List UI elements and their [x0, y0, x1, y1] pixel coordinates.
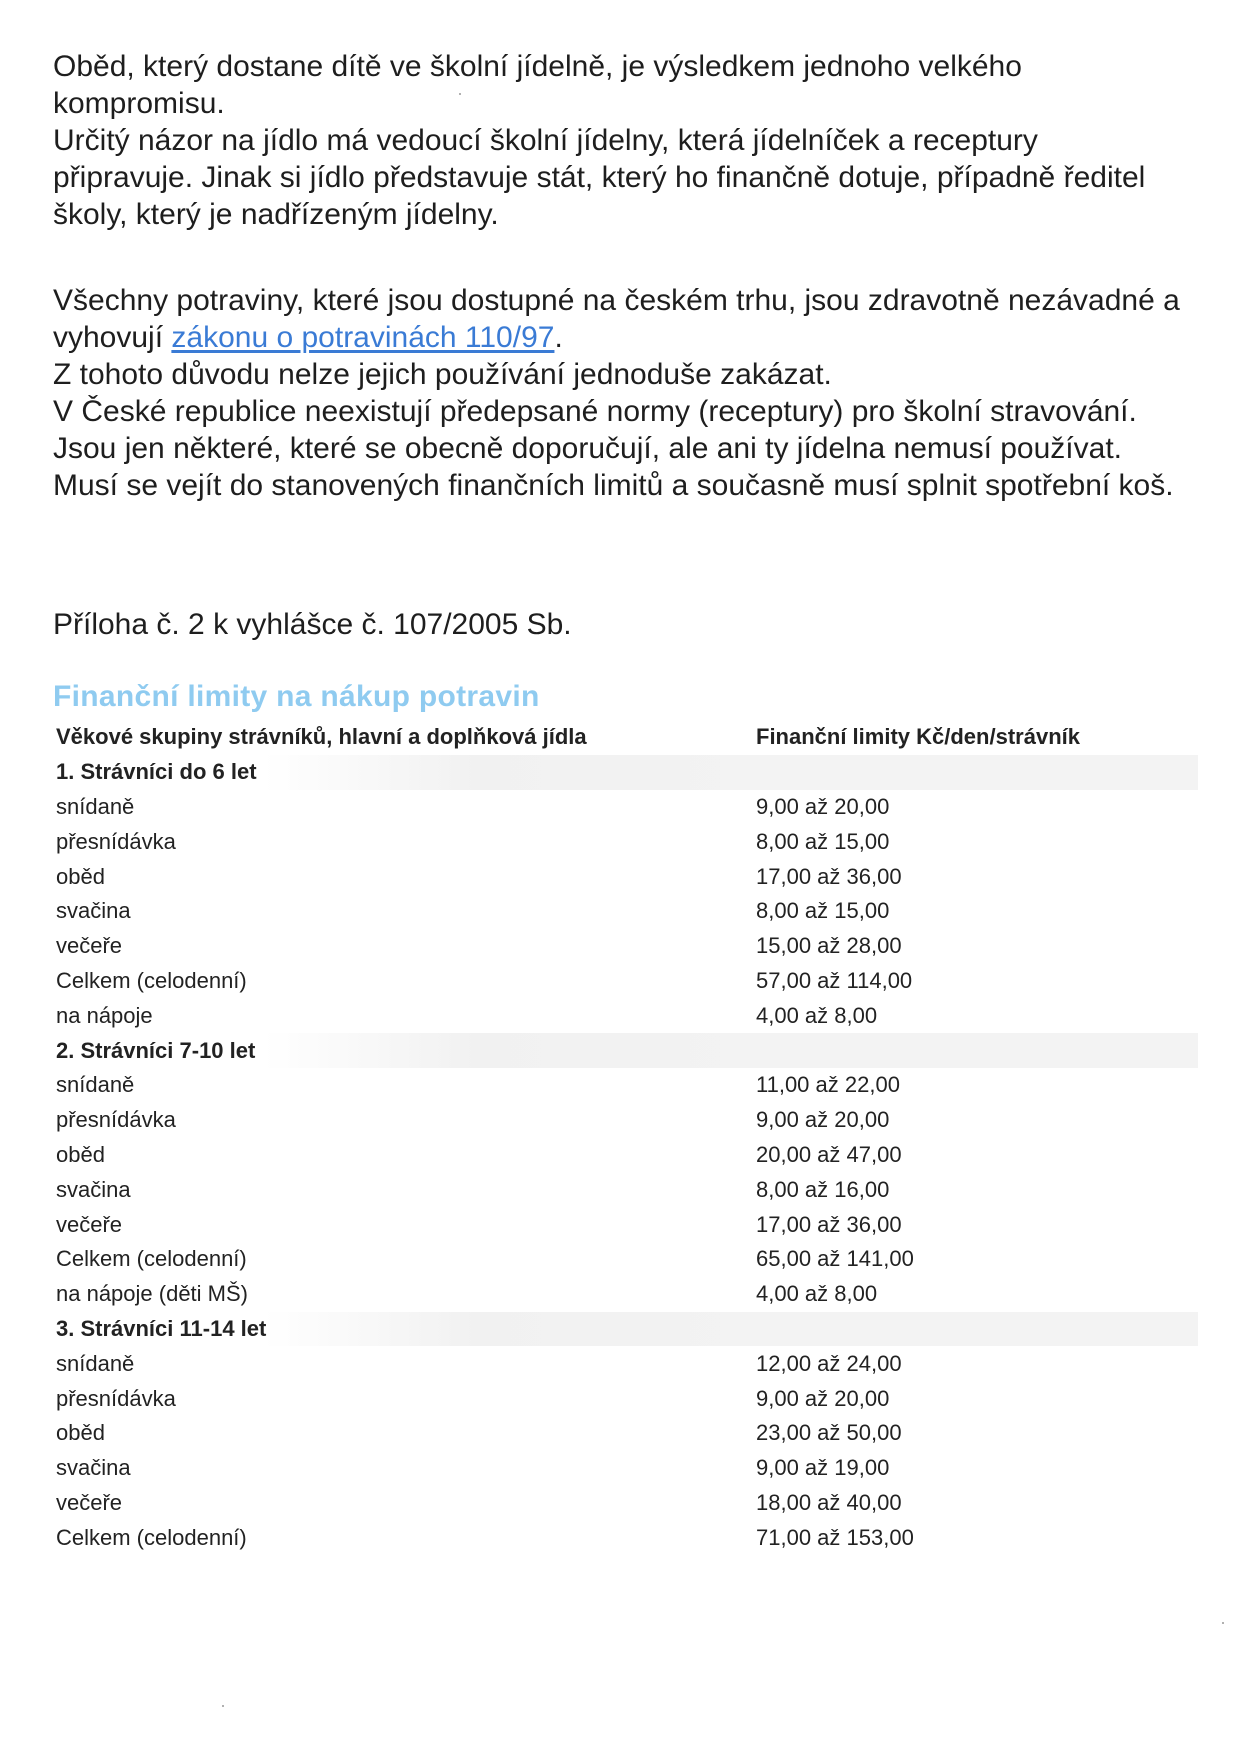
limit-value: 17,00 až 36,00 [756, 1211, 902, 1237]
limit-value: 9,00 až 20,00 [756, 1385, 890, 1411]
group-name: 3. Strávníci 11-14 let [53, 1312, 756, 1347]
meal-name: snídaně [56, 1072, 135, 1098]
law-paragraph-4: Musí se vejít do stanovených finančních limitů a současně musí splnit spotřební koš. [53, 469, 1174, 502]
limit-value: 4,00 až 8,00 [756, 1002, 878, 1028]
group-filler [756, 1312, 1198, 1347]
table-row [53, 929, 1198, 964]
law-text-after-link: . [554, 321, 563, 354]
table-row [53, 1416, 1198, 1451]
table-title: Finanční limity na nákup potravin [53, 680, 540, 713]
table-row [53, 1381, 1198, 1416]
law-section [53, 282, 1183, 504]
limit-value: 23,00 až 50,00 [756, 1420, 902, 1446]
table-row [53, 964, 1198, 999]
table-row [53, 894, 1198, 929]
meal-name: snídaně [56, 793, 135, 819]
limit-value: 4,00 až 8,00 [756, 1281, 878, 1307]
limit-value: 8,00 až 15,00 [756, 898, 890, 924]
table-body [53, 755, 1198, 1555]
limit-value: 9,00 až 19,00 [756, 1455, 890, 1481]
meal-name: večeře [56, 933, 123, 959]
law-text-before-link: Všechny potraviny, které jsou dostupné na českém trhu, jsou zdravotně nezávadné a vyhovují [53, 284, 1180, 354]
limit-value: 17,00 až 36,00 [756, 863, 902, 889]
meal-name: Celkem (celodenní) [56, 1246, 247, 1272]
group-name: 1. Strávníci do 6 let [53, 755, 756, 790]
meal-name: přesnídávka [56, 1385, 176, 1411]
meal-name: oběd [56, 863, 105, 889]
table-row [53, 859, 1198, 894]
table-group-row [53, 1312, 1198, 1347]
meal-name: snídaně [56, 1350, 135, 1376]
limit-value: 9,00 až 20,00 [756, 1107, 890, 1133]
meal-name: na nápoje (děti MŠ) [56, 1281, 248, 1307]
table-row [53, 1277, 1198, 1312]
table-row [53, 1172, 1198, 1207]
meal-name: večeře [56, 1489, 123, 1515]
table-row [53, 1207, 1198, 1242]
intro-paragraph-2: Určitý názor na jídlo má vedoucí školní jídelny, která jídelníček a receptury připravuje. Jinak si jídlo představuje stát, který ho finančně dotuje, případně ředitel školy, který je nadřízeným jídelny. [53, 124, 1146, 231]
table-row [53, 1451, 1198, 1486]
appendix-reference: Příloha č. 2 k vyhlášce č. 107/2005 Sb. [53, 608, 572, 641]
limit-value: 71,00 až 153,00 [756, 1524, 914, 1550]
limit-value: 18,00 až 40,00 [756, 1489, 902, 1515]
law-paragraph-2: Z tohoto důvodu nelze jejich používání jednoduše zakázat. [53, 358, 832, 391]
limit-value: 12,00 až 24,00 [756, 1350, 902, 1376]
table-group-row [53, 1033, 1198, 1068]
meal-name: přesnídávka [56, 828, 176, 854]
meal-name: oběd [56, 1420, 105, 1446]
table-row [53, 1242, 1198, 1277]
meal-name: přesnídávka [56, 1107, 176, 1133]
table-header-limits: Finanční limity Kč/den/strávník [756, 724, 1080, 750]
meal-name: Celkem (celodenní) [56, 1524, 247, 1550]
meal-name: na nápoje [56, 1002, 153, 1028]
meal-name: večeře [56, 1211, 123, 1237]
scan-speck [459, 93, 461, 95]
table-row [53, 1486, 1198, 1521]
intro-section [53, 48, 1183, 233]
table-row [53, 998, 1198, 1033]
meal-name: svačina [56, 1176, 131, 1202]
financial-limits-table [53, 720, 1198, 1555]
table-row [53, 1520, 1198, 1555]
law-link[interactable]: zákonu o potravinách 110/97 [171, 321, 555, 354]
limit-value: 15,00 až 28,00 [756, 933, 902, 959]
limit-value: 9,00 až 20,00 [756, 793, 890, 819]
limit-value: 20,00 až 47,00 [756, 1141, 902, 1167]
table-row [53, 790, 1198, 825]
scan-speck [1222, 1622, 1224, 1624]
meal-name: oběd [56, 1141, 105, 1167]
table-header-groups: Věkové skupiny strávníků, hlavní a doplňková jídla [56, 724, 587, 750]
scan-speck [222, 1705, 224, 1707]
intro-paragraph-1: Oběd, který dostane dítě ve školní jídelně, je výsledkem jednoho velkého kompromisu. [53, 50, 1022, 120]
law-paragraph-1 [53, 282, 1183, 356]
group-name: 2. Strávníci 7-10 let [53, 1033, 756, 1068]
limit-value: 65,00 až 141,00 [756, 1246, 914, 1272]
limit-value: 8,00 až 15,00 [756, 828, 890, 854]
table-row [53, 1138, 1198, 1173]
limit-value: 11,00 až 22,00 [756, 1072, 900, 1098]
meal-name: svačina [56, 898, 131, 924]
meal-name: Celkem (celodenní) [56, 967, 247, 993]
limit-value: 8,00 až 16,00 [756, 1176, 890, 1202]
table-row [53, 1346, 1198, 1381]
table-header-row [53, 720, 1198, 755]
table-row [53, 1103, 1198, 1138]
law-paragraph-3: V České republice neexistují předepsané normy (receptury) pro školní stravování. Jsou jen některé, které se obecně doporučují, ale ani ty jídelna nemusí používat. [53, 395, 1137, 465]
group-filler [756, 755, 1198, 790]
table-group-row [53, 755, 1198, 790]
table-row [53, 1068, 1198, 1103]
group-filler [756, 1033, 1198, 1068]
table-row [53, 824, 1198, 859]
limit-value: 57,00 až 114,00 [756, 967, 913, 993]
meal-name: svačina [56, 1455, 131, 1481]
